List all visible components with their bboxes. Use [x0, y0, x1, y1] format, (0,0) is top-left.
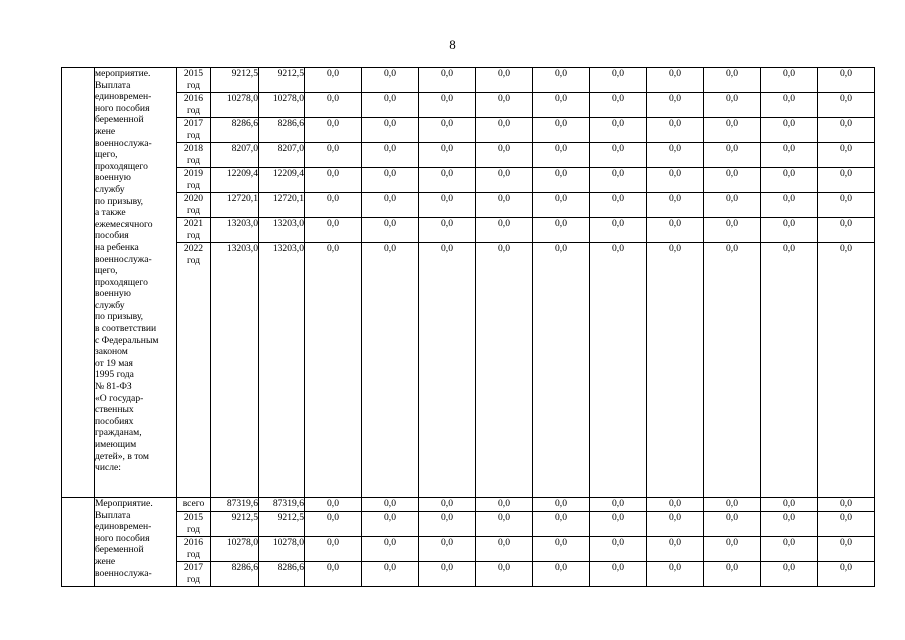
- value-cell: 0,0: [305, 498, 362, 512]
- value-cell: 0,0: [647, 243, 704, 498]
- total-cell: 10278,0: [211, 93, 259, 118]
- measure-name-line: проходящего: [95, 160, 148, 172]
- total-cell: 9212,5: [211, 68, 259, 93]
- value-cell: 0,0: [818, 537, 875, 562]
- value-cell: 0,0: [761, 218, 818, 243]
- table-row: [62, 143, 875, 168]
- measure-name-line: военную: [95, 172, 131, 184]
- value-cell: 0,0: [305, 118, 362, 143]
- value-cell: 0,0: [419, 562, 476, 587]
- value-cell: 0,0: [305, 537, 362, 562]
- table-row: [62, 512, 875, 537]
- value-cell: 0,0: [362, 168, 419, 193]
- measure-name-line: а также: [95, 207, 126, 219]
- table-row: [62, 218, 875, 243]
- value-cell: 0,0: [818, 143, 875, 168]
- value-cell: 0,0: [419, 498, 476, 512]
- federal-budget-cell: 13203,0: [259, 218, 305, 243]
- value-cell: 0,0: [590, 218, 647, 243]
- measure-name-line: с Федеральным: [95, 334, 159, 346]
- value-cell: 0,0: [362, 218, 419, 243]
- year-cell: 2019 год: [177, 168, 211, 193]
- total-cell: 8286,6: [211, 118, 259, 143]
- total-cell: 8207,0: [211, 143, 259, 168]
- measure-name-line: военнослужа-: [95, 137, 152, 149]
- value-cell: 0,0: [419, 243, 476, 498]
- measure-name-line: мероприятие.: [95, 68, 151, 79]
- funding-table: [61, 67, 875, 587]
- measure-name-line: № 81-ФЗ: [95, 381, 132, 393]
- value-cell: 0,0: [590, 93, 647, 118]
- value-cell: 0,0: [704, 218, 761, 243]
- measure-name-line: пособия: [95, 230, 129, 242]
- measure-name-line: Выплата: [95, 509, 131, 521]
- value-cell: 0,0: [647, 143, 704, 168]
- value-cell: 0,0: [476, 243, 533, 498]
- measure-name-line: щего,: [95, 149, 118, 161]
- row-number-cell: [62, 498, 95, 587]
- value-cell: 0,0: [476, 498, 533, 512]
- federal-budget-cell: 87319,6: [259, 498, 305, 512]
- value-cell: 0,0: [647, 512, 704, 537]
- value-cell: 0,0: [476, 68, 533, 93]
- measure-name-line: жене: [95, 125, 116, 137]
- table-row: [62, 68, 875, 93]
- year-cell: всего: [177, 498, 211, 512]
- value-cell: 0,0: [818, 243, 875, 498]
- value-cell: 0,0: [419, 512, 476, 537]
- value-cell: 0,0: [362, 68, 419, 93]
- table-row: [62, 193, 875, 218]
- measure-name-line: ственных: [95, 404, 134, 416]
- value-cell: 0,0: [704, 243, 761, 498]
- federal-budget-cell: 8207,0: [259, 143, 305, 168]
- measure-name-line: по призыву,: [95, 311, 144, 323]
- measure-name-line: законом: [95, 346, 128, 358]
- value-cell: 0,0: [647, 118, 704, 143]
- measure-name-line: числе:: [95, 462, 121, 474]
- value-cell: 0,0: [590, 243, 647, 498]
- value-cell: 0,0: [761, 537, 818, 562]
- value-cell: 0,0: [590, 498, 647, 512]
- measure-name-line: беременной: [95, 544, 144, 556]
- value-cell: 0,0: [533, 243, 590, 498]
- value-cell: 0,0: [647, 218, 704, 243]
- value-cell: 0,0: [533, 143, 590, 168]
- year-cell: 2017 год: [177, 562, 211, 587]
- value-cell: 0,0: [419, 93, 476, 118]
- value-cell: 0,0: [590, 168, 647, 193]
- measure-name-line: единовремен-: [95, 521, 152, 533]
- measure-name-line: от 19 мая: [95, 357, 133, 369]
- value-cell: 0,0: [476, 193, 533, 218]
- value-cell: 0,0: [818, 68, 875, 93]
- measure-name-line: детей», в том: [95, 450, 149, 462]
- federal-budget-cell: 10278,0: [259, 93, 305, 118]
- value-cell: 0,0: [704, 537, 761, 562]
- value-cell: 0,0: [305, 168, 362, 193]
- table-row: [62, 243, 875, 498]
- total-cell: 8286,6: [211, 562, 259, 587]
- value-cell: 0,0: [704, 562, 761, 587]
- value-cell: 0,0: [419, 68, 476, 93]
- measure-name-line: ежемесячного: [95, 218, 153, 230]
- value-cell: 0,0: [305, 68, 362, 93]
- value-cell: 0,0: [533, 93, 590, 118]
- measure-name-line: военнослужа-: [95, 253, 152, 265]
- year-cell: 2020 год: [177, 193, 211, 218]
- value-cell: 0,0: [362, 118, 419, 143]
- measure-name-line: гражданам,: [95, 427, 142, 439]
- value-cell: 0,0: [704, 512, 761, 537]
- value-cell: 0,0: [761, 512, 818, 537]
- value-cell: 0,0: [476, 168, 533, 193]
- value-cell: 0,0: [647, 93, 704, 118]
- measure-name-line: «О государ-: [95, 392, 144, 404]
- row-number-cell: [62, 68, 95, 498]
- federal-budget-cell: 13203,0: [259, 243, 305, 498]
- measure-name-line: жене: [95, 555, 116, 567]
- measure-name-line: Выплата: [95, 79, 131, 91]
- year-cell: 2021 год: [177, 218, 211, 243]
- value-cell: 0,0: [533, 68, 590, 93]
- measure-name-line: беременной: [95, 114, 144, 126]
- value-cell: 0,0: [761, 498, 818, 512]
- year-cell: 2016 год: [177, 93, 211, 118]
- value-cell: 0,0: [704, 498, 761, 512]
- year-cell: 2015 год: [177, 68, 211, 93]
- value-cell: 0,0: [305, 93, 362, 118]
- year-cell: 2022 год: [177, 243, 211, 498]
- measure-name-line: на ребенка: [95, 241, 139, 253]
- value-cell: 0,0: [476, 562, 533, 587]
- measure-name-line: имеющим: [95, 439, 137, 450]
- value-cell: 0,0: [476, 118, 533, 143]
- value-cell: 0,0: [818, 118, 875, 143]
- value-cell: 0,0: [533, 512, 590, 537]
- total-cell: 10278,0: [211, 537, 259, 562]
- value-cell: 0,0: [590, 68, 647, 93]
- value-cell: 0,0: [590, 143, 647, 168]
- value-cell: 0,0: [305, 143, 362, 168]
- value-cell: 0,0: [533, 562, 590, 587]
- federal-budget-cell: 9212,5: [259, 512, 305, 537]
- measure-name-line: по призыву,: [95, 195, 144, 207]
- year-cell: 2015 год: [177, 512, 211, 537]
- table-row: [62, 93, 875, 118]
- value-cell: 0,0: [818, 193, 875, 218]
- value-cell: 0,0: [761, 93, 818, 118]
- table-row: [62, 537, 875, 562]
- federal-budget-cell: 10278,0: [259, 537, 305, 562]
- value-cell: 0,0: [533, 168, 590, 193]
- year-cell: 2017 год: [177, 118, 211, 143]
- value-cell: 0,0: [419, 537, 476, 562]
- value-cell: 0,0: [305, 512, 362, 537]
- total-cell: 13203,0: [211, 243, 259, 498]
- measure-name-cell: [95, 68, 177, 498]
- value-cell: 0,0: [533, 118, 590, 143]
- value-cell: 0,0: [647, 168, 704, 193]
- table-row: [62, 168, 875, 193]
- value-cell: 0,0: [818, 512, 875, 537]
- value-cell: 0,0: [761, 243, 818, 498]
- value-cell: 0,0: [419, 143, 476, 168]
- value-cell: 0,0: [362, 512, 419, 537]
- value-cell: 0,0: [533, 498, 590, 512]
- federal-budget-cell: 12720,1: [259, 193, 305, 218]
- value-cell: 0,0: [362, 562, 419, 587]
- value-cell: 0,0: [647, 537, 704, 562]
- value-cell: 0,0: [305, 562, 362, 587]
- total-cell: 12209,4: [211, 168, 259, 193]
- value-cell: 0,0: [761, 168, 818, 193]
- measure-name-line: ного пособия: [95, 102, 150, 114]
- value-cell: 0,0: [476, 143, 533, 168]
- table-row: [62, 562, 875, 587]
- value-cell: 0,0: [704, 143, 761, 168]
- value-cell: 0,0: [362, 243, 419, 498]
- table-row: [62, 118, 875, 143]
- value-cell: 0,0: [818, 168, 875, 193]
- value-cell: 0,0: [476, 512, 533, 537]
- value-cell: 0,0: [590, 512, 647, 537]
- total-cell: 87319,6: [211, 498, 259, 512]
- value-cell: 0,0: [362, 93, 419, 118]
- value-cell: 0,0: [704, 193, 761, 218]
- value-cell: 0,0: [533, 537, 590, 562]
- measure-name-line: службу: [95, 299, 125, 311]
- federal-budget-cell: 8286,6: [259, 118, 305, 143]
- value-cell: 0,0: [761, 143, 818, 168]
- measure-name-line: Мероприятие.: [95, 498, 153, 509]
- value-cell: 0,0: [761, 118, 818, 143]
- value-cell: 0,0: [761, 68, 818, 93]
- value-cell: 0,0: [533, 218, 590, 243]
- measure-name-line: ного пособия: [95, 532, 150, 544]
- value-cell: 0,0: [305, 243, 362, 498]
- federal-budget-cell: 12209,4: [259, 168, 305, 193]
- value-cell: 0,0: [362, 498, 419, 512]
- table-row: [62, 498, 875, 512]
- value-cell: 0,0: [704, 118, 761, 143]
- value-cell: 0,0: [704, 68, 761, 93]
- value-cell: 0,0: [647, 193, 704, 218]
- value-cell: 0,0: [305, 193, 362, 218]
- value-cell: 0,0: [362, 537, 419, 562]
- value-cell: 0,0: [590, 118, 647, 143]
- value-cell: 0,0: [362, 193, 419, 218]
- value-cell: 0,0: [533, 193, 590, 218]
- value-cell: 0,0: [818, 498, 875, 512]
- value-cell: 0,0: [419, 193, 476, 218]
- federal-budget-cell: 8286,6: [259, 562, 305, 587]
- value-cell: 0,0: [362, 143, 419, 168]
- value-cell: 0,0: [704, 93, 761, 118]
- value-cell: 0,0: [704, 168, 761, 193]
- value-cell: 0,0: [419, 218, 476, 243]
- value-cell: 0,0: [647, 498, 704, 512]
- federal-budget-cell: 9212,5: [259, 68, 305, 93]
- year-cell: 2016 год: [177, 537, 211, 562]
- measure-name-line: военную: [95, 288, 131, 300]
- total-cell: 13203,0: [211, 218, 259, 243]
- measure-name-line: щего,: [95, 265, 118, 277]
- value-cell: 0,0: [818, 93, 875, 118]
- measure-name-line: военнослужа-: [95, 567, 152, 579]
- page-number: 8: [449, 37, 456, 52]
- measure-name-line: проходящего: [95, 276, 148, 288]
- measure-name-line: единовремен-: [95, 91, 152, 103]
- value-cell: 0,0: [419, 118, 476, 143]
- year-cell: 2018 год: [177, 143, 211, 168]
- measure-name-line: 1995 года: [95, 369, 134, 381]
- value-cell: 0,0: [476, 218, 533, 243]
- measure-name-line: службу: [95, 183, 125, 195]
- value-cell: 0,0: [476, 537, 533, 562]
- value-cell: 0,0: [590, 193, 647, 218]
- value-cell: 0,0: [818, 218, 875, 243]
- value-cell: 0,0: [818, 562, 875, 587]
- value-cell: 0,0: [590, 562, 647, 587]
- value-cell: 0,0: [647, 562, 704, 587]
- value-cell: 0,0: [590, 537, 647, 562]
- total-cell: 9212,5: [211, 512, 259, 537]
- total-cell: 12720,1: [211, 193, 259, 218]
- value-cell: 0,0: [305, 218, 362, 243]
- value-cell: 0,0: [761, 193, 818, 218]
- value-cell: 0,0: [647, 68, 704, 93]
- measure-name-line: пособиях: [95, 415, 134, 427]
- value-cell: 0,0: [761, 562, 818, 587]
- measure-name-line: в соответствии: [95, 323, 157, 335]
- measure-name-cell: [95, 498, 177, 587]
- value-cell: 0,0: [476, 93, 533, 118]
- value-cell: 0,0: [419, 168, 476, 193]
